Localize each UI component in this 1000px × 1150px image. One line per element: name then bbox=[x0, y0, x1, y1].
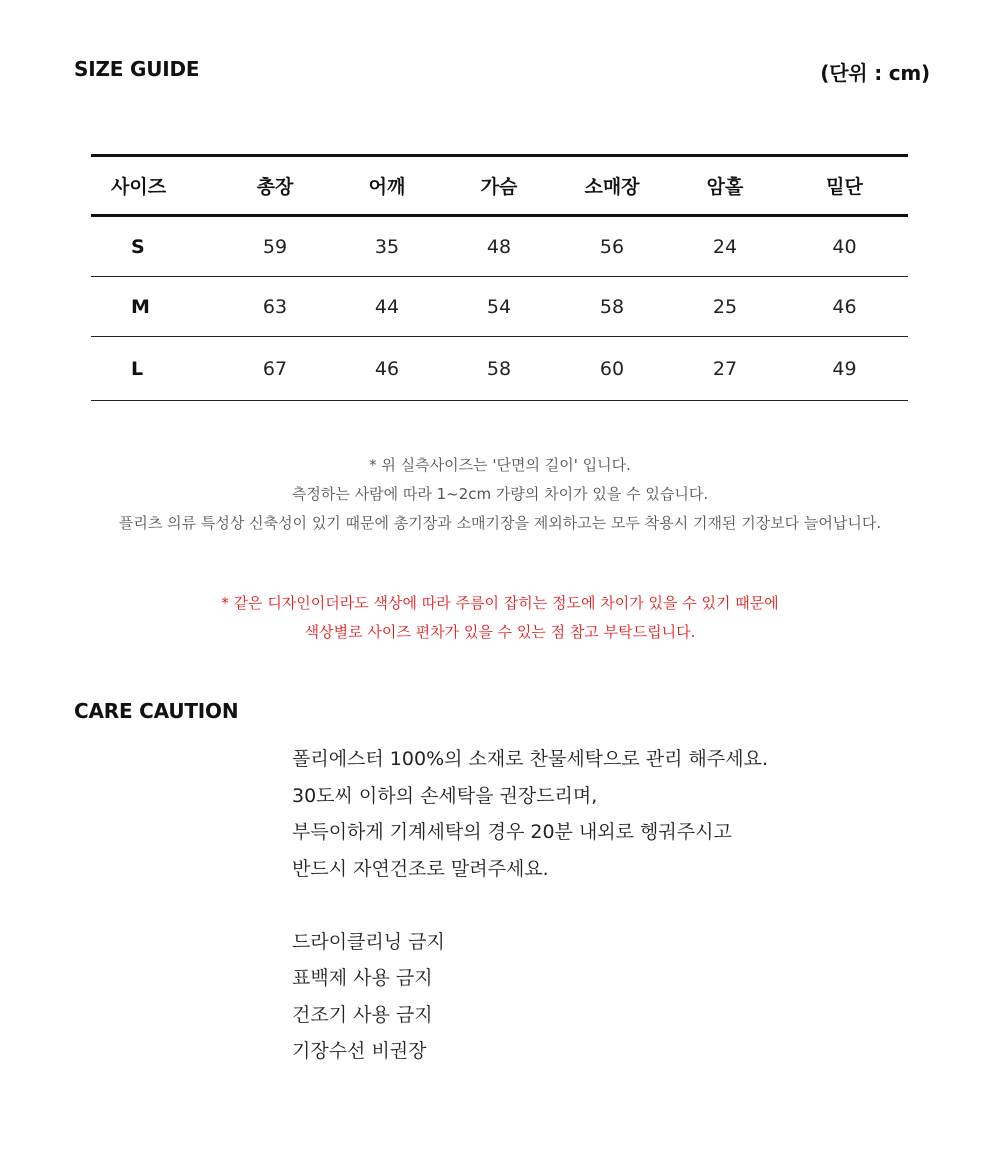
table-row bbox=[91, 337, 908, 401]
table-row bbox=[91, 216, 908, 277]
row-size-label: M bbox=[131, 295, 150, 318]
measurement-notes bbox=[0, 451, 1000, 538]
column-header-length: 총장 bbox=[256, 176, 294, 198]
table-cell: 27 bbox=[712, 357, 738, 380]
table-cell: 60 bbox=[599, 357, 625, 380]
care-line: 30도씨 이하의 손세탁을 권장드리며, bbox=[292, 784, 598, 807]
table-cell: 58 bbox=[599, 295, 625, 318]
color-variance-warning bbox=[0, 589, 1000, 647]
warning-line: * 같은 디자인이더라도 색상에 따라 주름이 잡히는 정도에 차이가 있을 수 있기 때문에 bbox=[221, 594, 779, 612]
care-line: 폴리에스터 100%의 소재로 찬물세탁으로 관리 해주세요. bbox=[292, 748, 768, 770]
column-header-chest: 가슴 bbox=[480, 176, 518, 198]
table-header-row bbox=[91, 156, 908, 216]
row-size-label: L bbox=[131, 357, 144, 380]
table-cell: 54 bbox=[486, 295, 512, 318]
table-cell: 44 bbox=[374, 295, 400, 318]
care-line: 부득이하게 기계세탁의 경우 20분 내외로 헹궈주시고 bbox=[292, 821, 732, 843]
prohibition-line: 기장수선 비권장 bbox=[292, 1040, 427, 1062]
table-cell: 49 bbox=[832, 357, 857, 380]
care-caution-title: CARE CAUTION bbox=[74, 699, 239, 723]
table-cell: 25 bbox=[712, 295, 738, 318]
table-cell: 67 bbox=[262, 357, 288, 380]
table-cell: 63 bbox=[262, 295, 288, 318]
table-cell: 35 bbox=[374, 235, 400, 258]
size-table bbox=[91, 154, 908, 401]
column-header-sleeve: 소매장 bbox=[584, 176, 640, 198]
column-header-size: 사이즈 bbox=[111, 176, 167, 198]
note-line: * 위 실측사이즈는 '단면의 길이' 입니다. bbox=[369, 456, 631, 474]
prohibition-line: 건조기 사용 금지 bbox=[292, 1003, 433, 1026]
table-cell: 24 bbox=[712, 235, 738, 258]
table-row bbox=[91, 277, 908, 337]
row-size-label: S bbox=[131, 235, 145, 258]
unit-label: (단위 : cm) bbox=[820, 61, 930, 85]
table-cell: 58 bbox=[486, 357, 512, 380]
column-header-armhole: 암홀 bbox=[706, 176, 744, 198]
note-line: 측정하는 사람에 따라 1~2cm 가량의 차이가 있을 수 있습니다. bbox=[291, 485, 709, 503]
prohibition-line: 드라이클리닝 금지 bbox=[292, 930, 445, 953]
size-guide-title: SIZE GUIDE bbox=[74, 57, 200, 81]
care-line: 반드시 자연건조로 말려주세요. bbox=[292, 857, 549, 880]
table-cell: 48 bbox=[486, 235, 512, 258]
column-header-hem: 밑단 bbox=[826, 176, 863, 198]
warning-line: 색상별로 사이즈 편차가 있을 수 있는 점 참고 부탁드립니다. bbox=[304, 623, 696, 641]
table-cell: 56 bbox=[599, 235, 625, 258]
table-cell: 40 bbox=[832, 235, 857, 258]
column-header-shoulder: 어깨 bbox=[368, 176, 406, 198]
table-cell: 46 bbox=[374, 357, 400, 380]
care-instructions bbox=[292, 741, 768, 1070]
note-line: 플리츠 의류 특성상 신축성이 있기 때문에 총기장과 소매기장을 제외하고는 모두 착용시 기재된 기장보다 늘어납니다. bbox=[118, 514, 882, 532]
table-cell: 59 bbox=[262, 235, 288, 258]
prohibition-line: 표백제 사용 금지 bbox=[292, 967, 433, 989]
spacer bbox=[292, 887, 768, 924]
table-cell: 46 bbox=[832, 295, 857, 318]
